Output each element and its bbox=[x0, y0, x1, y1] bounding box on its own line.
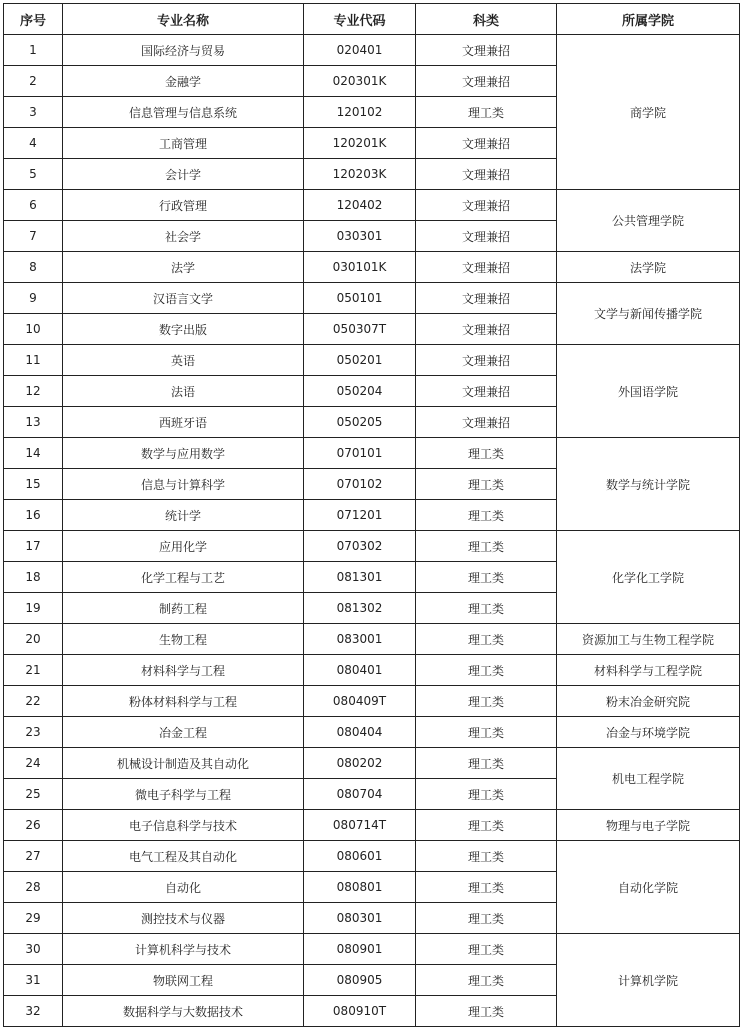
cell-no: 24 bbox=[4, 748, 63, 779]
cell-category: 理工类 bbox=[416, 748, 557, 779]
cell-major-code: 070102 bbox=[304, 469, 416, 500]
cell-no: 4 bbox=[4, 128, 63, 159]
cell-category: 理工类 bbox=[416, 686, 557, 717]
cell-major-code: 080901 bbox=[304, 934, 416, 965]
cell-no: 2 bbox=[4, 66, 63, 97]
cell-category: 理工类 bbox=[416, 965, 557, 996]
cell-major-code: 080401 bbox=[304, 655, 416, 686]
cell-no: 3 bbox=[4, 97, 63, 128]
cell-major-code: 080301 bbox=[304, 903, 416, 934]
cell-category: 文理兼招 bbox=[416, 252, 557, 283]
cell-category: 理工类 bbox=[416, 562, 557, 593]
cell-category: 理工类 bbox=[416, 841, 557, 872]
cell-major-code: 050101 bbox=[304, 283, 416, 314]
cell-college: 化学化工学院 bbox=[557, 531, 740, 624]
table-row bbox=[4, 717, 740, 748]
majors-table bbox=[3, 3, 740, 1027]
cell-major-name: 物联网工程 bbox=[63, 965, 304, 996]
cell-no: 9 bbox=[4, 283, 63, 314]
cell-major-name: 信息与计算科学 bbox=[63, 469, 304, 500]
cell-major-code: 020301K bbox=[304, 66, 416, 97]
cell-college: 商学院 bbox=[557, 35, 740, 190]
cell-no: 29 bbox=[4, 903, 63, 934]
cell-major-name: 法语 bbox=[63, 376, 304, 407]
cell-major-name: 数字出版 bbox=[63, 314, 304, 345]
cell-major-name: 汉语言文学 bbox=[63, 283, 304, 314]
cell-category: 文理兼招 bbox=[416, 345, 557, 376]
table-row bbox=[4, 438, 740, 469]
cell-major-name: 法学 bbox=[63, 252, 304, 283]
cell-category: 文理兼招 bbox=[416, 407, 557, 438]
cell-no: 5 bbox=[4, 159, 63, 190]
cell-no: 30 bbox=[4, 934, 63, 965]
cell-major-name: 微电子科学与工程 bbox=[63, 779, 304, 810]
cell-no: 23 bbox=[4, 717, 63, 748]
cell-category: 文理兼招 bbox=[416, 376, 557, 407]
cell-category: 理工类 bbox=[416, 934, 557, 965]
table-row bbox=[4, 624, 740, 655]
cell-major-code: 080910T bbox=[304, 996, 416, 1027]
cell-no: 20 bbox=[4, 624, 63, 655]
cell-major-code: 050204 bbox=[304, 376, 416, 407]
cell-category: 理工类 bbox=[416, 500, 557, 531]
cell-no: 25 bbox=[4, 779, 63, 810]
cell-no: 14 bbox=[4, 438, 63, 469]
cell-category: 文理兼招 bbox=[416, 35, 557, 66]
cell-no: 19 bbox=[4, 593, 63, 624]
cell-college: 材料科学与工程学院 bbox=[557, 655, 740, 686]
cell-category: 文理兼招 bbox=[416, 159, 557, 190]
cell-category: 文理兼招 bbox=[416, 66, 557, 97]
cell-major-code: 080409T bbox=[304, 686, 416, 717]
cell-category: 理工类 bbox=[416, 717, 557, 748]
cell-major-name: 工商管理 bbox=[63, 128, 304, 159]
cell-no: 26 bbox=[4, 810, 63, 841]
cell-category: 理工类 bbox=[416, 810, 557, 841]
cell-major-code: 120102 bbox=[304, 97, 416, 128]
cell-no: 27 bbox=[4, 841, 63, 872]
cell-major-name: 国际经济与贸易 bbox=[63, 35, 304, 66]
cell-category: 文理兼招 bbox=[416, 283, 557, 314]
cell-major-code: 081302 bbox=[304, 593, 416, 624]
table-row bbox=[4, 35, 740, 66]
cell-major-code: 080404 bbox=[304, 717, 416, 748]
cell-major-code: 020401 bbox=[304, 35, 416, 66]
table-row bbox=[4, 841, 740, 872]
cell-college: 计算机学院 bbox=[557, 934, 740, 1027]
cell-major-code: 080704 bbox=[304, 779, 416, 810]
table-row bbox=[4, 810, 740, 841]
cell-no: 32 bbox=[4, 996, 63, 1027]
table-row bbox=[4, 345, 740, 376]
cell-major-name: 粉体材料科学与工程 bbox=[63, 686, 304, 717]
cell-major-name: 测控技术与仪器 bbox=[63, 903, 304, 934]
table-row bbox=[4, 748, 740, 779]
cell-major-code: 030301 bbox=[304, 221, 416, 252]
cell-college: 资源加工与生物工程学院 bbox=[557, 624, 740, 655]
cell-major-code: 070101 bbox=[304, 438, 416, 469]
cell-no: 21 bbox=[4, 655, 63, 686]
cell-no: 22 bbox=[4, 686, 63, 717]
cell-major-name: 生物工程 bbox=[63, 624, 304, 655]
cell-no: 12 bbox=[4, 376, 63, 407]
cell-major-name: 电气工程及其自动化 bbox=[63, 841, 304, 872]
cell-category: 理工类 bbox=[416, 469, 557, 500]
cell-college: 法学院 bbox=[557, 252, 740, 283]
cell-no: 8 bbox=[4, 252, 63, 283]
table-row bbox=[4, 655, 740, 686]
cell-college: 文学与新闻传播学院 bbox=[557, 283, 740, 345]
table-row bbox=[4, 252, 740, 283]
table-header bbox=[4, 4, 740, 35]
cell-major-code: 120201K bbox=[304, 128, 416, 159]
cell-category: 理工类 bbox=[416, 97, 557, 128]
cell-major-name: 社会学 bbox=[63, 221, 304, 252]
cell-major-name: 制药工程 bbox=[63, 593, 304, 624]
header-no: 序号 bbox=[4, 4, 63, 35]
cell-category: 理工类 bbox=[416, 593, 557, 624]
cell-major-name: 信息管理与信息系统 bbox=[63, 97, 304, 128]
cell-no: 28 bbox=[4, 872, 63, 903]
cell-major-name: 英语 bbox=[63, 345, 304, 376]
cell-no: 7 bbox=[4, 221, 63, 252]
cell-category: 理工类 bbox=[416, 655, 557, 686]
cell-no: 18 bbox=[4, 562, 63, 593]
cell-major-code: 070302 bbox=[304, 531, 416, 562]
cell-college: 粉末冶金研究院 bbox=[557, 686, 740, 717]
cell-category: 理工类 bbox=[416, 872, 557, 903]
cell-major-name: 行政管理 bbox=[63, 190, 304, 221]
cell-major-code: 080801 bbox=[304, 872, 416, 903]
cell-category: 理工类 bbox=[416, 624, 557, 655]
cell-category: 文理兼招 bbox=[416, 314, 557, 345]
cell-major-name: 化学工程与工艺 bbox=[63, 562, 304, 593]
table-row bbox=[4, 283, 740, 314]
cell-major-name: 机械设计制造及其自动化 bbox=[63, 748, 304, 779]
cell-major-name: 会计学 bbox=[63, 159, 304, 190]
cell-category: 文理兼招 bbox=[416, 128, 557, 159]
cell-category: 理工类 bbox=[416, 531, 557, 562]
cell-major-code: 030101K bbox=[304, 252, 416, 283]
cell-major-code: 080905 bbox=[304, 965, 416, 996]
cell-major-code: 081301 bbox=[304, 562, 416, 593]
cell-major-name: 数学与应用数学 bbox=[63, 438, 304, 469]
cell-major-code: 050205 bbox=[304, 407, 416, 438]
table-row bbox=[4, 934, 740, 965]
cell-major-name: 统计学 bbox=[63, 500, 304, 531]
cell-no: 11 bbox=[4, 345, 63, 376]
cell-major-name: 自动化 bbox=[63, 872, 304, 903]
cell-major-name: 冶金工程 bbox=[63, 717, 304, 748]
cell-college: 公共管理学院 bbox=[557, 190, 740, 252]
cell-major-code: 071201 bbox=[304, 500, 416, 531]
cell-category: 理工类 bbox=[416, 779, 557, 810]
cell-college: 机电工程学院 bbox=[557, 748, 740, 810]
cell-category: 理工类 bbox=[416, 903, 557, 934]
cell-major-code: 050307T bbox=[304, 314, 416, 345]
cell-college: 外国语学院 bbox=[557, 345, 740, 438]
cell-major-name: 材料科学与工程 bbox=[63, 655, 304, 686]
cell-college: 冶金与环境学院 bbox=[557, 717, 740, 748]
cell-major-code: 083001 bbox=[304, 624, 416, 655]
cell-major-name: 计算机科学与技术 bbox=[63, 934, 304, 965]
cell-major-name: 西班牙语 bbox=[63, 407, 304, 438]
table-row bbox=[4, 686, 740, 717]
cell-no: 1 bbox=[4, 35, 63, 66]
cell-major-code: 120203K bbox=[304, 159, 416, 190]
cell-major-code: 050201 bbox=[304, 345, 416, 376]
cell-no: 16 bbox=[4, 500, 63, 531]
cell-no: 13 bbox=[4, 407, 63, 438]
cell-category: 文理兼招 bbox=[416, 221, 557, 252]
header-category: 科类 bbox=[416, 4, 557, 35]
table-row bbox=[4, 190, 740, 221]
cell-no: 31 bbox=[4, 965, 63, 996]
cell-major-name: 应用化学 bbox=[63, 531, 304, 562]
cell-college: 物理与电子学院 bbox=[557, 810, 740, 841]
cell-major-code: 080202 bbox=[304, 748, 416, 779]
cell-major-code: 080714T bbox=[304, 810, 416, 841]
table-row bbox=[4, 531, 740, 562]
cell-major-name: 数据科学与大数据技术 bbox=[63, 996, 304, 1027]
cell-major-code: 120402 bbox=[304, 190, 416, 221]
cell-college: 数学与统计学院 bbox=[557, 438, 740, 531]
cell-major-name: 金融学 bbox=[63, 66, 304, 97]
header-row bbox=[4, 4, 740, 35]
cell-no: 15 bbox=[4, 469, 63, 500]
cell-category: 理工类 bbox=[416, 438, 557, 469]
header-college: 所属学院 bbox=[557, 4, 740, 35]
cell-major-name: 电子信息科学与技术 bbox=[63, 810, 304, 841]
cell-category: 文理兼招 bbox=[416, 190, 557, 221]
header-code: 专业代码 bbox=[304, 4, 416, 35]
cell-college: 自动化学院 bbox=[557, 841, 740, 934]
table-body bbox=[4, 35, 740, 1027]
cell-category: 理工类 bbox=[416, 996, 557, 1027]
cell-no: 6 bbox=[4, 190, 63, 221]
cell-no: 10 bbox=[4, 314, 63, 345]
header-name: 专业名称 bbox=[63, 4, 304, 35]
cell-no: 17 bbox=[4, 531, 63, 562]
cell-major-code: 080601 bbox=[304, 841, 416, 872]
